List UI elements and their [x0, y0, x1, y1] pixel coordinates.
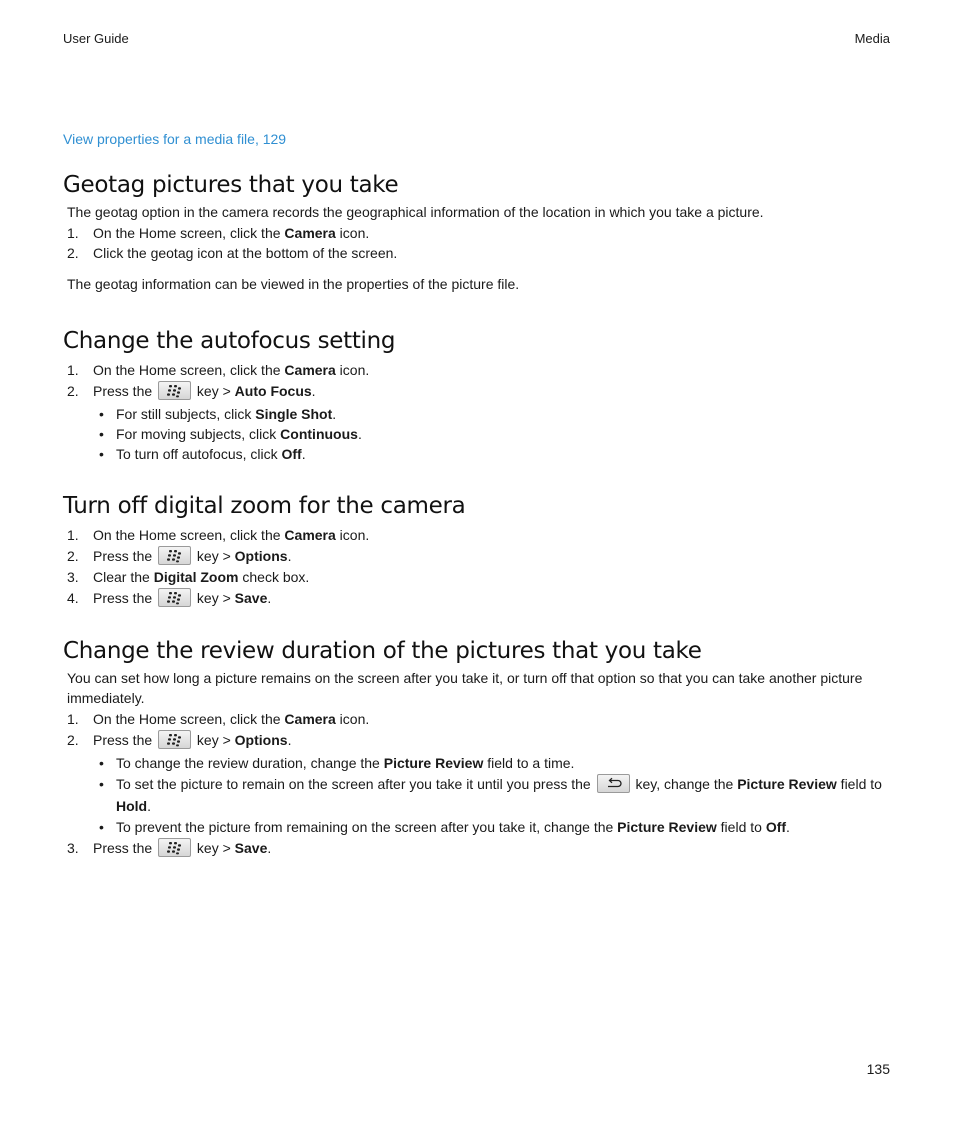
step: 2. Press the key > Auto Focus. • For still subjects, click Single Shot. • For moving subjects, click Continuous. • To turn off autofocus, click Off.: [63, 380, 883, 464]
list-item: • To set the picture to remain on the screen after you take it until you press the key, change the Picture Review field to Hold.: [93, 773, 883, 817]
option-list: [93, 404, 883, 464]
step: 1. On the Home screen, click the Camera icon.: [67, 711, 370, 727]
running-header-right: Media: [854, 31, 890, 46]
step: 2. Press the key > Options. • To change the review duration, change the Picture Review field to a time. • To set the picture to remain on the screen after you take it until you press the key, change the Picture Review field to Hold. • To prevent the picture from remaining on the screen after you take it, change the Picture Review field to Off.: [63, 729, 883, 837]
list-item: • To prevent the picture from remaining on the screen after you take it, change the Picture Review field to Off.: [93, 817, 883, 837]
list-item: • To change the review duration, change the Picture Review field to a time.: [93, 753, 883, 773]
section-intro: The geotag option in the camera records the geographical information of the location in which you take a picture.: [67, 204, 764, 220]
related-topic-link[interactable]: View properties for a media file, 129: [63, 131, 287, 147]
step-list: [63, 709, 883, 859]
running-header-left: User Guide: [63, 31, 129, 46]
section-title: Change the autofocus setting: [63, 328, 396, 354]
step: 2. Click the geotag icon at the bottom of the screen.: [67, 245, 398, 261]
step: 2. Press the key > Options.: [67, 548, 292, 564]
step: 1. On the Home screen, click the Camera icon.: [67, 225, 370, 241]
step: 1. On the Home screen, click the Camera icon.: [67, 362, 370, 378]
menu-key-icon: [158, 381, 191, 400]
menu-key-icon: [158, 588, 191, 607]
step-list: [63, 360, 883, 464]
section-digital-zoom: [63, 493, 883, 609]
section-intro: You can set how long a picture remains on the screen after you take it, or turn off that option so that you can take another picture immediately.: [67, 670, 863, 706]
step: 1. On the Home screen, click the Camera icon.: [67, 527, 370, 543]
section-title: Change the review duration of the pictures that you take: [63, 638, 702, 664]
section-note: The geotag information can be viewed in the properties of the picture file.: [67, 276, 520, 292]
menu-key-icon: [158, 546, 191, 565]
section-title: Turn off digital zoom for the camera: [63, 493, 466, 519]
option-list: [93, 753, 883, 837]
escape-key-icon: [597, 774, 630, 793]
section-autofocus: [63, 328, 883, 464]
list-item: • For still subjects, click Single Shot.: [93, 404, 883, 424]
section-geotag: [63, 172, 883, 294]
list-item: • To turn off autofocus, click Off.: [93, 444, 883, 464]
step: 3. Clear the Digital Zoom check box.: [67, 569, 310, 585]
step-list: [63, 223, 883, 263]
menu-key-icon: [158, 730, 191, 749]
menu-key-icon: [158, 838, 191, 857]
step: 4. Press the key > Save.: [67, 590, 272, 606]
section-title: Geotag pictures that you take: [63, 172, 399, 198]
step-list: [63, 525, 883, 609]
step: 3. Press the key > Save.: [67, 840, 272, 856]
section-review-duration: [63, 638, 883, 859]
list-item: • For moving subjects, click Continuous.: [93, 424, 883, 444]
page-number: 135: [866, 1061, 890, 1077]
